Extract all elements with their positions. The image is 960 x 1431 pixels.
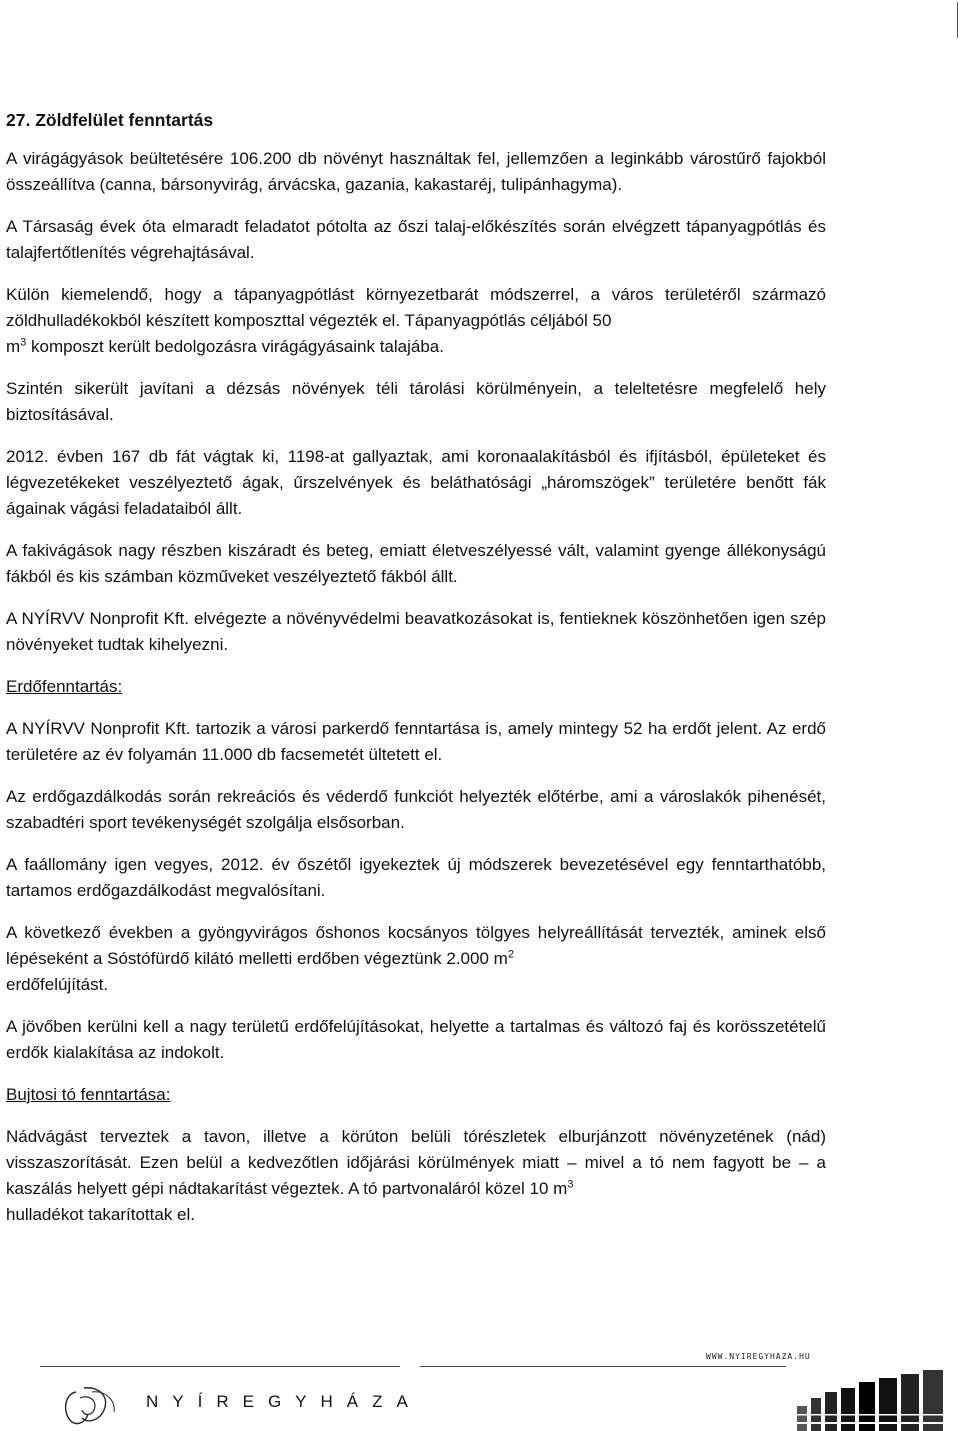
oak-text-part2: erdőfelújítást. <box>6 975 109 994</box>
paragraph-future-forest: A jövőben kerülni kell a nagy területű erdőfelújításokat, helyette a tartalmas és változó faj és korösszetételű erdők kialakítása az indokolt. <box>6 1017 826 1062</box>
nyiregyhaza-swirl-logo-icon <box>58 1384 122 1428</box>
subheading-bujtosi: Bujtosi tó fenntartása: <box>6 1085 171 1104</box>
paragraph-oak-restoration <box>6 920 826 998</box>
oak-text-part1: A következő években a gyöngyvirágos őshonos kocsányos tölgyes helyreállítását tervezték, aminek első lépéseként a Sóstófürdő kilátó melletti erdőben végeztünk 2.000 m <box>6 923 826 968</box>
subheading-erdofenntartas: Erdőfenntartás: <box>6 677 123 696</box>
paragraph-forest-management: Az erdőgazdálkodás során rekreációs és véderdő funkciót helyezték előtérbe, ami a városlakók pihenését, szabadtéri sport tevékenységét szolgálja elsősorban. <box>6 787 826 832</box>
building-stripes-graphic-icon <box>795 1368 945 1431</box>
paragraph-flowerbeds: A virágágyások beültetésére 106.200 db növényt használtak fel, jellemzően a leginkább várostűrő fajokból összeállítva (canna, bársonyvirág, árvácska, gazania, kakastaréj, tulipánhagyma). <box>6 149 826 194</box>
unit-m: m <box>6 337 21 356</box>
footer-divider-right <box>420 1366 786 1367</box>
footer-website-url: WWW.NYIREGYHAZA.HU <box>706 1352 811 1361</box>
scan-edge-mark <box>957 2 958 38</box>
paragraph-soil-prep: A Társaság évek óta elmaradt feladatot pótolta az őszi talaj-előkészítés során elvégzett tápanyagpótlás és talajfertőtlenítés végrehajtásával. <box>6 217 826 262</box>
section-heading: 27. Zöldfelület fenntartás <box>6 110 214 130</box>
paragraph-park-forest: A NYÍRVV Nonprofit Kft. tartozik a városi parkerdő fenntartása is, amely mintegy 52 ha erdőt jelent. Az erdő területére az év folyamán 11.000 db facsemetét ültetett el. <box>6 719 826 764</box>
compost-text-part2: komposzt került bedolgozásra virágágyásaink talajába. <box>31 337 444 356</box>
reed-text-part2: hulladékot takarítottak el. <box>6 1205 196 1224</box>
footer-logo-text: NYÍREGYHÁZA <box>146 1392 422 1411</box>
unit-superscript-2: 2 <box>507 948 514 961</box>
paragraph-compost <box>6 282 826 360</box>
paragraph-felling-reasons: A fakivágások nagy részben kiszáradt és beteg, emiatt életveszélyessé vált, valamint gyenge állékonyságú fákból és kis számban közműveket veszélyeztető fákból állt. <box>6 541 826 586</box>
paragraph-tree-cutting: 2012. évben 167 db fát vágtak ki, 1198-at gallyaztak, ami koronaalakításból és ifjításból, épületeket és légvezetékeket veszélyeztető ágak, űrszelvények és beláthatósági „háromszögek” területére benőtt fák ágainak vágási feladataiból állt. <box>6 447 826 518</box>
document-body <box>6 108 826 1244</box>
paragraph-tree-stock: A faállomány igen vegyes, 2012. év őszétől igyekeztek új módszerek bevezetésével egy fenntarthatóbb, tartamos erdőgazdálkodást megvalósítani. <box>6 855 826 900</box>
paragraph-reed-cutting <box>6 1124 826 1228</box>
footer-divider-left <box>40 1366 400 1367</box>
compost-text-part1: Külön kiemelendő, hogy a tápanyagpótlást környezetbarát módszerrel, a város területéről származó zöldhulladékokból készített komposzttal végezték el. Tápanyagpótlás céljából 50 <box>6 285 826 330</box>
reed-text-part1: Nádvágást terveztek a tavon, illetve a körúton belüli tórészletek elburjánzott növényzetének (nád) visszaszorítását. Ezen belül a kedvezőtlen időjárási körülmények miatt – mivel a tó nem fagyott be – a kaszálás helyett gépi nádtakarítást végeztek. A tó partvonaláról közel 10 m <box>6 1127 826 1198</box>
paragraph-plant-protection: A NYÍRVV Nonprofit Kft. elvégezte a növényvédelmi beavatkozásokat is, fentieknek köszönhetően igen szép növényeket tudtak kihelyezni. <box>6 609 826 654</box>
paragraph-winter-storage: Szintén sikerült javítani a dézsás növények téli tárolási körülményein, a teleltetésre megfelelő hely biztosításával. <box>6 379 826 424</box>
unit-superscript-3: 3 <box>20 336 27 349</box>
unit-superscript-3b: 3 <box>567 1178 574 1191</box>
